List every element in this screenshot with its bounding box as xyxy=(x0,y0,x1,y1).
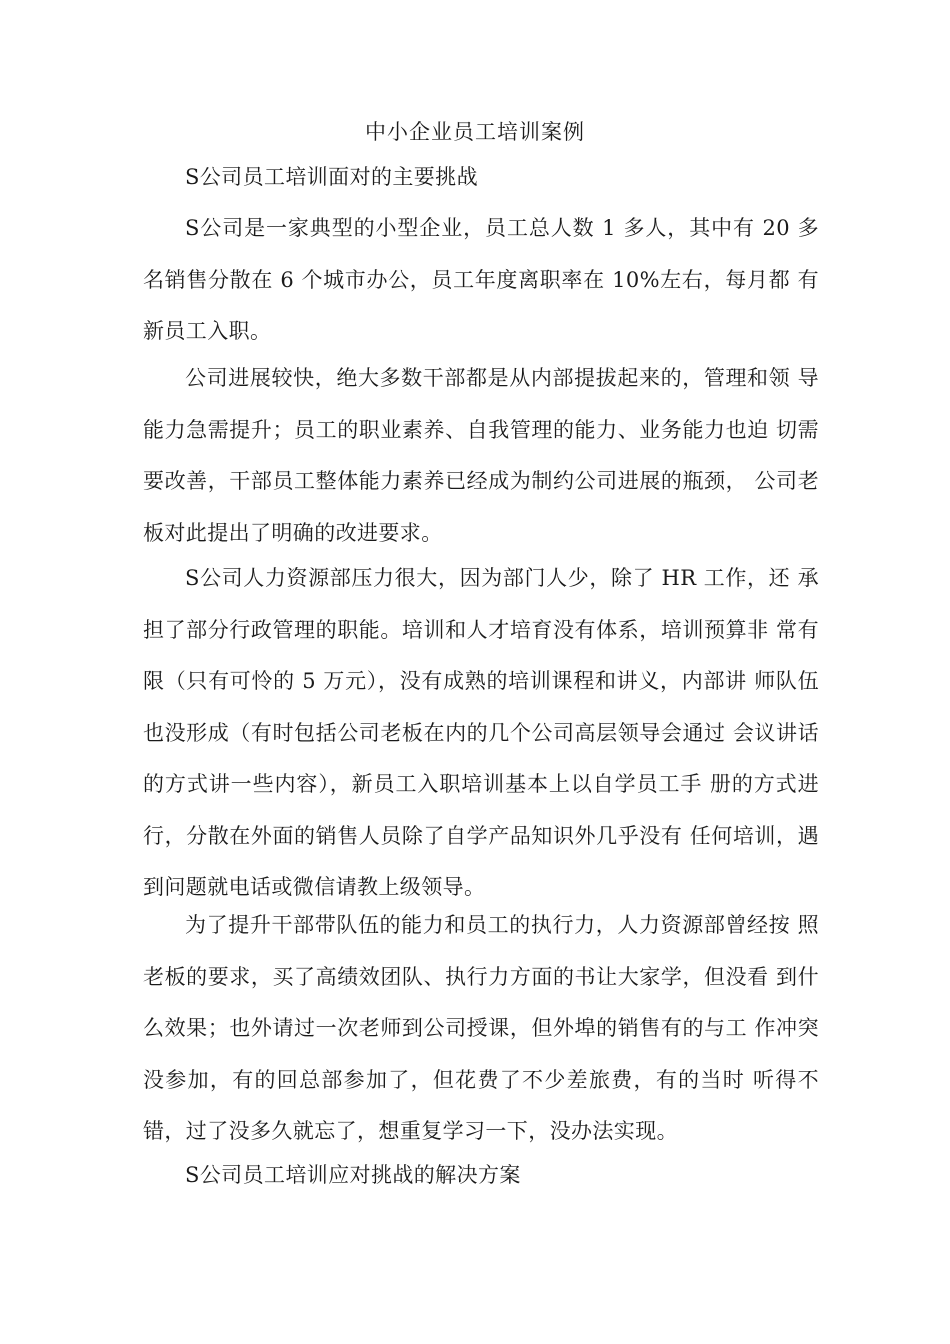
paragraph-management-capability: 公司进展较快，绝大多数干部都是从内部提拔起来的，管理和领 导能力急需提升；员工的职业素养、自我管理的能力、业务能力也迫 切需要改善，干部员工整体能力素养已经成为制约公司进展的瓶颈， 公司老板对此提出了明确的改进要求。 xyxy=(143,366,819,545)
section-heading-challenges: S公司员工培训面对的主要挑战 xyxy=(185,165,478,189)
paragraph-previous-attempts: 为了提升干部带队伍的能力和员工的执行力，人力资源部曾经按 照老板的要求，买了高绩效团队、执行力方面的书让大家学，但没看 到什么效果；也外请过一次老师到公司授课，但外埠的销售有的与工 作冲突没参加，有的回总部参加了，但花费了不少差旅费，有的当时 听得不错，过了没多久就忘了，想重复学习一下，没办法实现。 xyxy=(143,913,819,1143)
paragraph-hr-pressure: S公司人力资源部压力很大，因为部门人少，除了 HR 工作，还 承担了部分行政管理的职能。培训和人才培育没有体系，培训预算非 常有限（只有可怜的 5 万元），没有成熟的培训课程和讲义，内部讲 师队伍也没形成（有时包括公司老板在内的几个公司高层领导会通过 会议讲话的方式讲一些内容），新员工入职培训基本上以自学员工手 册的方式进行，分散在外面的销售人员除了自学产品知识外几乎没有 任何培训，遇到问题就电话或微信请教上级领导。 xyxy=(143,566,819,899)
paragraph-company-overview: S公司是一家典型的小型企业，员工总人数 1 多人，其中有 20 多名销售分散在 6 个城市办公，员工年度离职率在 10%左右，每月都 有新员工入职。 xyxy=(143,216,819,343)
document-title: 中小企业员工培训案例 xyxy=(365,120,585,144)
section-heading-solution: S公司员工培训应对挑战的解决方案 xyxy=(185,1163,521,1187)
